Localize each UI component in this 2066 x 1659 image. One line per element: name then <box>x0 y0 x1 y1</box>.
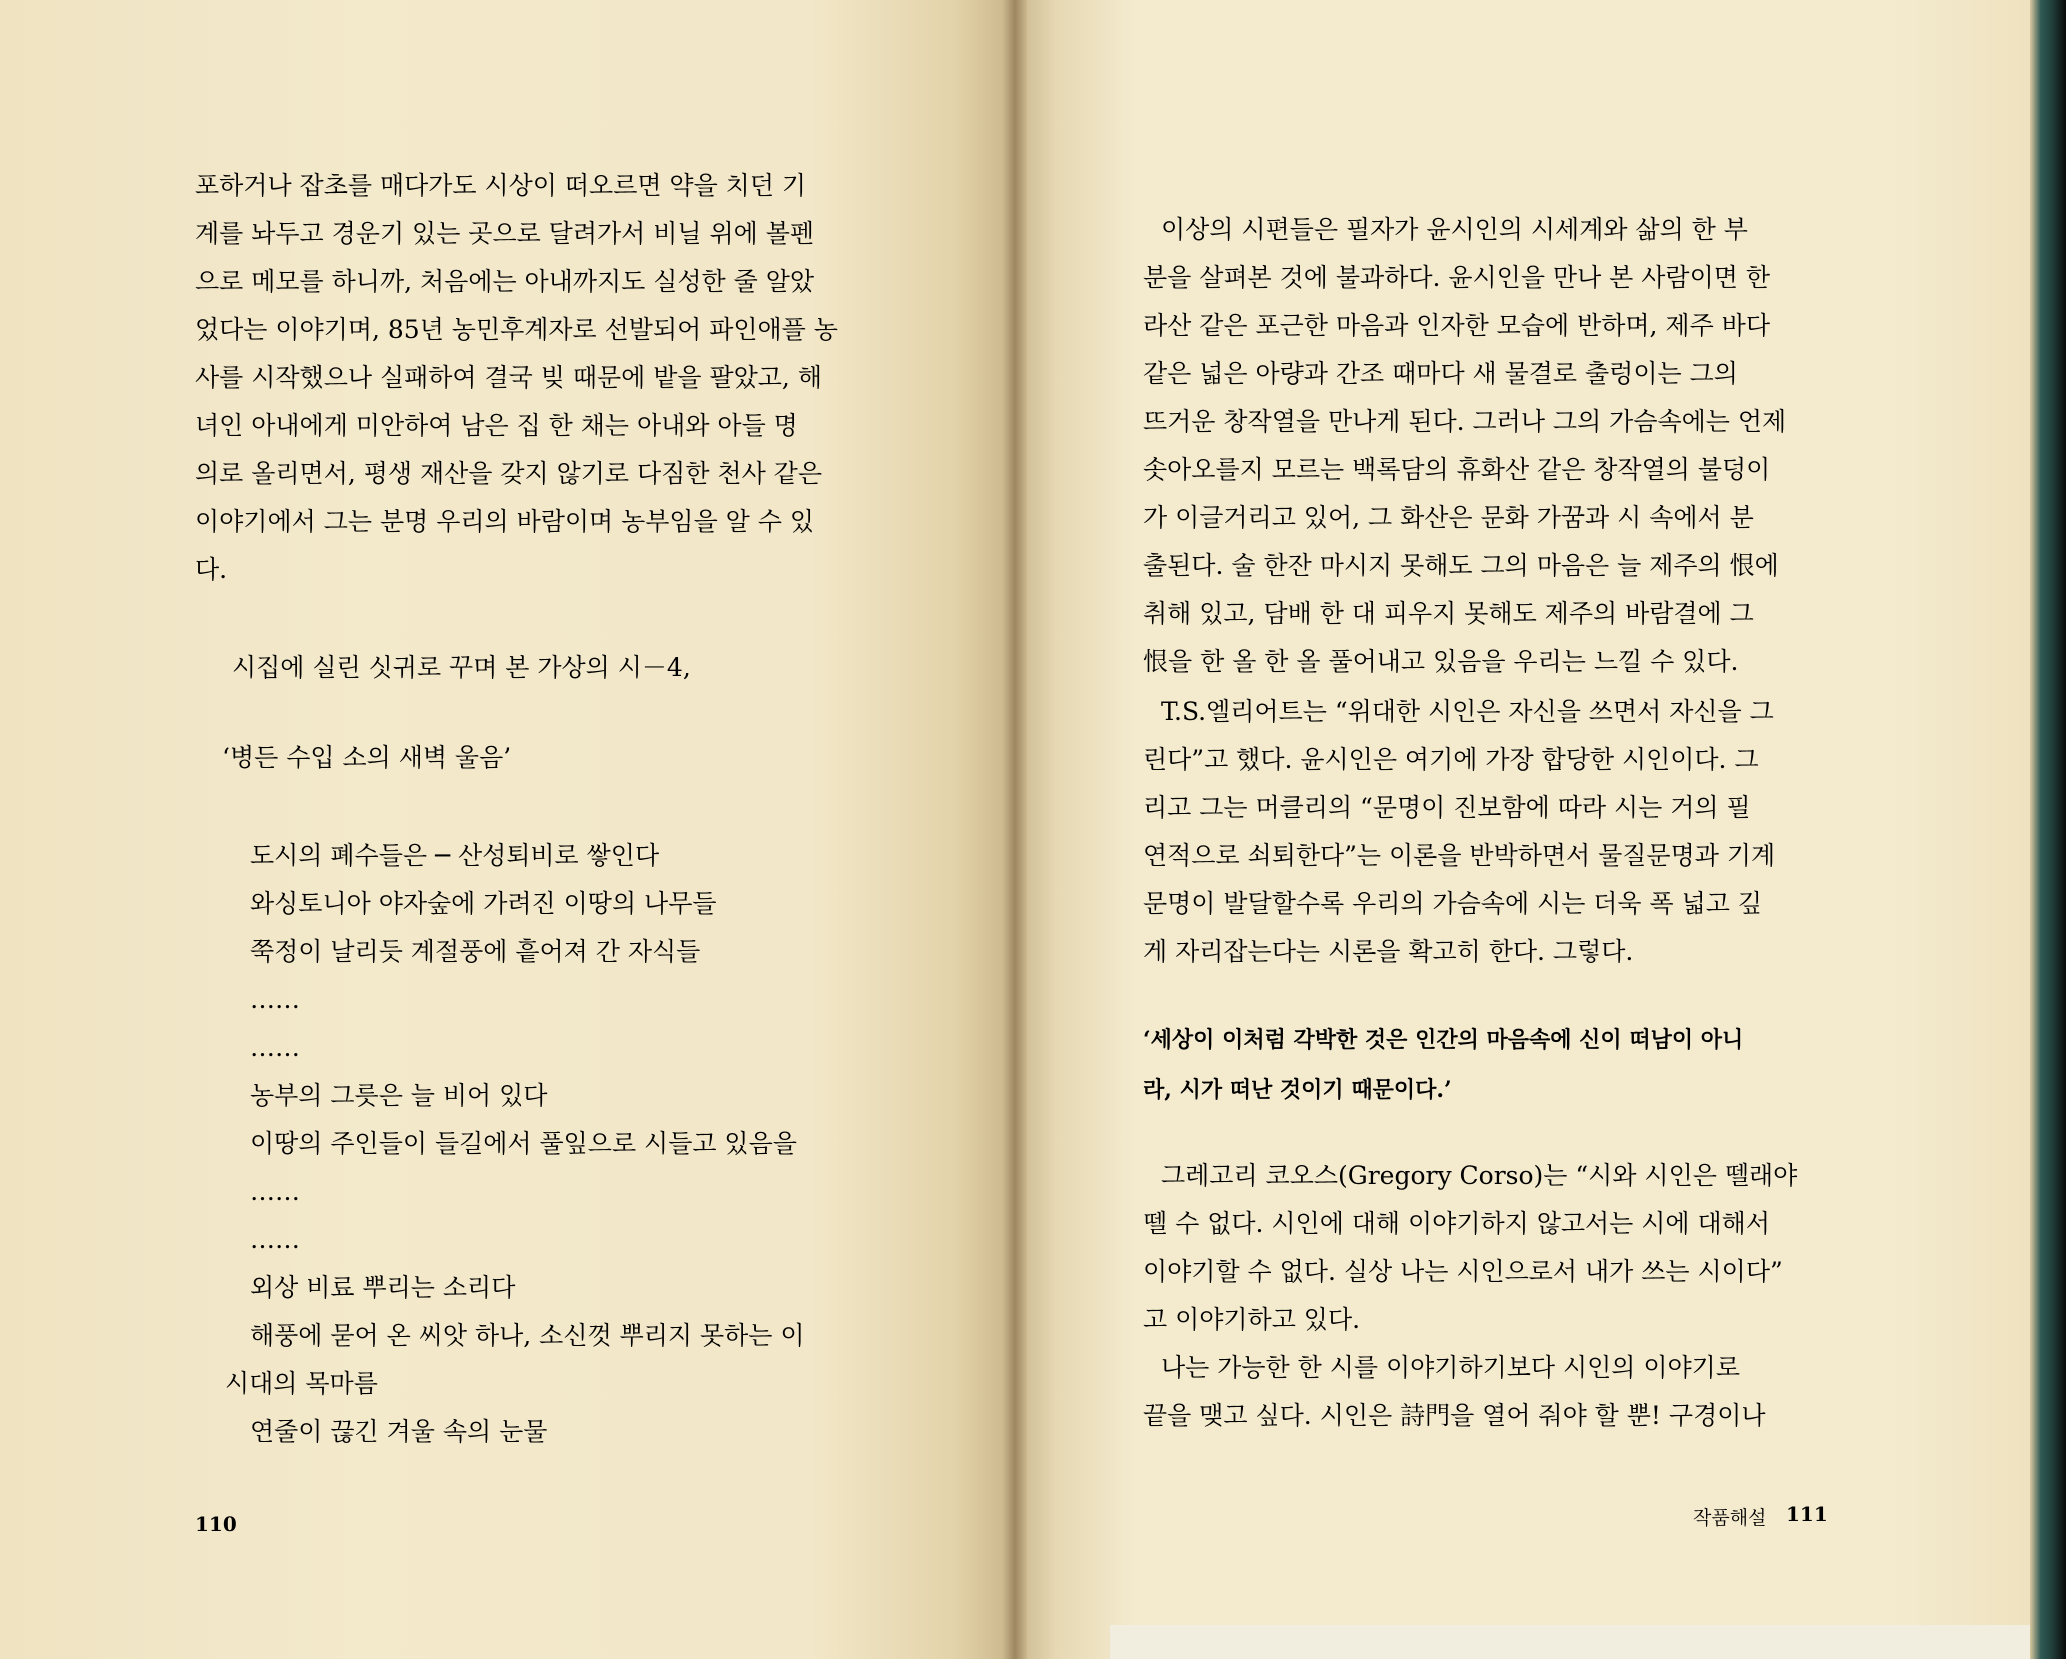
paragraph-line: 뗄 수 없다. 시인에 대해 이야기하지 않고서는 시에 대해서 <box>1143 1209 1770 1238</box>
page-number-right: 111 <box>1786 1502 1828 1526</box>
quote-line: ‘세상이 이처럼 각박한 것은 인간의 마음속에 신이 떠남이 아니 <box>1143 1027 1744 1053</box>
paragraph-line: 그레고리 코오스(Gregory Corso)는 “시와 시인은 뗄래야 <box>1161 1161 1798 1190</box>
poem-line: 도시의 폐수들은 ─ 산성퇴비로 쌓인다 <box>250 841 660 870</box>
paragraph-line: T.S.엘리어트는 “위대한 시인은 자신을 쓰면서 자신을 그 <box>1161 697 1774 726</box>
book-gutter <box>1003 0 1027 1659</box>
paragraph-line: 사를 시작했으나 실패하여 결국 빚 때문에 밭을 팔았고, 해 <box>195 363 822 392</box>
running-head: 작품해설 <box>1693 1507 1767 1529</box>
paragraph-line: 분을 살펴본 것에 불과하다. 윤시인을 만나 본 사람이면 한 <box>1143 263 1770 292</box>
poem-line: 쭉정이 날리듯 계절풍에 흩어져 간 자식들 <box>250 937 701 966</box>
right-paragraph-2 <box>1143 688 1825 976</box>
paragraph-line: 취해 있고, 담배 한 대 피우지 못해도 제주의 바람결에 그 <box>1143 599 1754 628</box>
paragraph-line: 뜨거운 창작열을 만나게 된다. 그러나 그의 가슴속에는 언제 <box>1143 407 1787 436</box>
poem-title: ‘병든 수입 소의 새벽 울음’ <box>222 743 512 772</box>
poem-line: …… <box>250 1177 300 1206</box>
poem-line: 외상 비료 뿌리는 소리다 <box>250 1273 516 1302</box>
right-paragraph-3 <box>1143 1152 1825 1440</box>
quote-line: 라, 시가 떠난 것이기 때문이다.’ <box>1143 1077 1452 1103</box>
paragraph-line: 문명이 발달할수록 우리의 가슴속에 시는 더욱 폭 넓고 깊 <box>1143 889 1763 918</box>
page-number-left: 110 <box>195 1512 237 1536</box>
paragraph-line: 같은 넓은 아량과 간조 때마다 새 물결로 출렁이는 그의 <box>1143 359 1738 388</box>
paragraph-line: 다. <box>195 555 228 584</box>
poem-line: 해풍에 묻어 온 씨앗 하나, 소신껏 뿌리지 못하는 이 <box>250 1321 805 1350</box>
poem-line: 와싱토니아 야자숲에 가려진 이땅의 나무들 <box>250 889 717 918</box>
paragraph-line: 고 이야기하고 있다. <box>1143 1305 1361 1334</box>
poem-line: …… <box>250 985 300 1014</box>
poem-line: 이땅의 주인들이 들길에서 풀잎으로 시들고 있음을 <box>250 1129 797 1158</box>
paragraph-line: 이야기에서 그는 분명 우리의 바람이며 농부임을 알 수 있 <box>195 507 815 536</box>
quote <box>1143 1015 1743 1115</box>
paragraph-line: 었다는 이야기며, 85년 농민후계자로 선발되어 파인애플 농 <box>195 315 838 344</box>
next-page-edge <box>1110 1625 2030 1659</box>
left-paragraph <box>195 162 875 594</box>
paragraph-line: 나는 가능한 한 시를 이야기하기보다 시인의 이야기로 <box>1161 1353 1740 1382</box>
paragraph-line: 녀인 아내에게 미안하여 남은 집 한 채는 아내와 아들 명 <box>195 411 798 440</box>
poem <box>225 832 805 1456</box>
poem-line: …… <box>250 1225 300 1254</box>
paragraph-line: 恨을 한 올 한 올 풀어내고 있음을 우리는 느낄 수 있다. <box>1143 647 1739 676</box>
poem-line: 농부의 그릇은 늘 비어 있다 <box>250 1081 548 1110</box>
paragraph-line: 출된다. 술 한잔 마시지 못해도 그의 마음은 늘 제주의 恨에 <box>1143 551 1779 580</box>
poem-line: 연줄이 끊긴 겨울 속의 눈물 <box>250 1417 548 1446</box>
paragraph-line: 리고 그는 머클리의 “문명이 진보함에 따라 시는 거의 필 <box>1143 793 1751 822</box>
paragraph-line: 이상의 시편들은 필자가 윤시인의 시세계와 삶의 한 부 <box>1161 215 1748 244</box>
paragraph-line: 으로 메모를 하니까, 처음에는 아내까지도 실성한 줄 알았 <box>195 267 815 296</box>
paragraph-line: 의로 올리면서, 평생 재산을 갖지 않기로 다짐한 천사 같은 <box>195 459 822 488</box>
paragraph-line: 이야기할 수 없다. 실상 나는 시인으로서 내가 쓰는 시이다” <box>1143 1257 1783 1286</box>
paragraph-line: 끝을 맺고 싶다. 시인은 詩門을 열어 줘야 할 뿐! 구경이나 <box>1143 1401 1766 1430</box>
paragraph-line: 포하거나 잡초를 매다가도 시상이 떠오르면 약을 치던 기 <box>195 171 807 200</box>
paragraph-line: 라산 같은 포근한 마음과 인자한 모습에 반하며, 제주 바다 <box>1143 311 1770 340</box>
paragraph-line: 솟아오를지 모르는 백록담의 휴화산 같은 창작열의 불덩이 <box>1143 455 1771 484</box>
paragraph-line: 린다”고 했다. 윤시인은 여기에 가장 합당한 시인이다. 그 <box>1143 745 1759 774</box>
paragraph-line: 가 이글거리고 있어, 그 화산은 문화 가꿈과 시 속에서 분 <box>1143 503 1754 532</box>
right-paragraph-1 <box>1143 206 1825 686</box>
poem-line: 시대의 목마름 <box>225 1369 378 1398</box>
paragraph-line: 게 자리잡는다는 시론을 확고히 한다. 그렇다. <box>1143 937 1634 966</box>
paragraph-line: 연적으로 쇠퇴한다”는 이론을 반박하면서 물질문명과 기계 <box>1143 841 1776 870</box>
poem-intro: 시집에 실린 싯귀로 꾸며 본 가상의 시－4, <box>232 653 691 682</box>
poem-line: …… <box>250 1033 300 1062</box>
paragraph-line: 계를 놔두고 경운기 있는 곳으로 달려가서 비닐 위에 볼펜 <box>195 219 815 248</box>
book-edge <box>2030 0 2066 1659</box>
